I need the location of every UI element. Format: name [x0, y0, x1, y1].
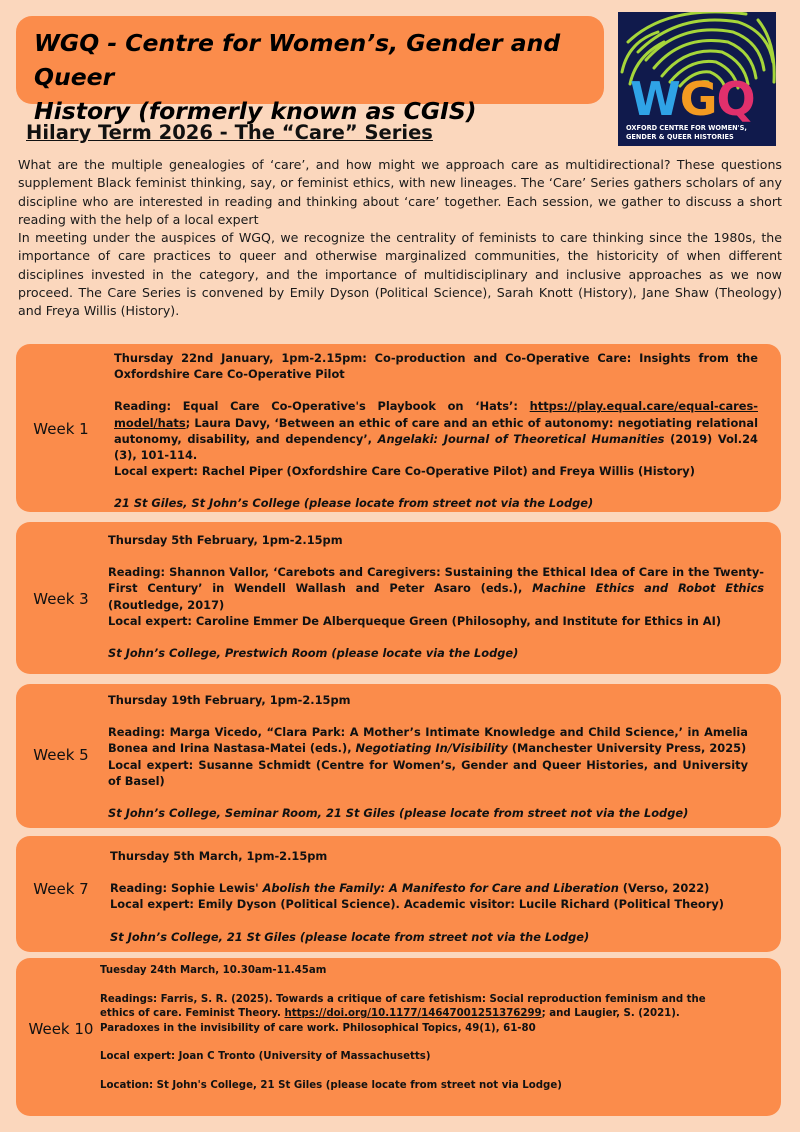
session-location: St John’s College, 21 St Giles (please locate from street not via the Lodge) [110, 929, 590, 944]
reading-title: Machine Ethics and Robot Ethics [532, 581, 764, 596]
reading-text: Reading: Marga Vicedo, “Clara Park: A Mother’s Intimate Knowledge and Child Science,’ in Amelia Bonea and Irina Nastasa-Matei (eds.), [108, 725, 748, 756]
reading-link[interactable]: https://play.equal.care/equal-cares-model/hats [114, 399, 758, 430]
week-1-box [16, 344, 781, 512]
reading-link[interactable]: https://doi.org/10.1177/14647001251376299 [284, 1008, 542, 1019]
series-subtitle: Hilary Term 2026 - The “Care” Series [26, 121, 433, 144]
week-label: Week 5 [33, 746, 89, 764]
intro-paragraph-2: In meeting under the auspices of WGQ, we recognize the centrality of feminists to care thinking since the 1980s, the importance of care practices to queer and otherwise marginalized communities, the historicity of when different disciplines invested in the category, and the importance of multidisciplinary and inclusive approaches as we now proceed. The Care Series is convened by Emily Dyson (Political Science), Sarah Knott (History), Jane Shaw (Theology) and Freya Willis (History). [18, 230, 782, 319]
reading-text: (Verso, 2022) [618, 881, 710, 896]
reading-text: ; and Laugier, S. (2021). Paradoxes in the invisibility of care work. Philosophical Topics, 49(1), 61-80 [100, 1008, 680, 1034]
reading-text: (Routledge, 2017) [108, 597, 225, 612]
wgq-logo [618, 12, 776, 146]
week-5-box [16, 684, 781, 828]
session-expert: Local expert: Rachel Piper (Oxfordshire Care Co-Operative Pilot) and Freya Willis (History) [114, 464, 695, 479]
reading-text: Reading: Sophie Lewis' [110, 881, 263, 896]
session-expert: Local expert: Joan C Tronto (University of Massachusetts) [100, 1051, 431, 1062]
logo-letter-w: W [630, 72, 680, 126]
week-5-details [108, 692, 748, 821]
session-reading [110, 880, 760, 896]
session-location: St John’s College, Seminar Room, 21 St Giles (please locate from street not via the Lodge) [108, 806, 689, 821]
reading-text: Readings: Farris, S. R. (2025). Towards a critique of care fetishism: Social reproduction feminism and the ethics of care. Feminist Theory. [100, 993, 706, 1019]
session-date: Thursday 22nd January, 1pm-2.15pm: Co-production and Co-Operative Care: Insights from the Oxfordshire Care Co-Operative Pilot [114, 351, 758, 382]
session-expert: Local expert: Caroline Emmer De Alberqueque Green (Philosophy, and Institute for Ethics in AI) [108, 613, 722, 628]
session-location: Location: St John's College, 21 St Giles (please locate from street not via Lodge) [100, 1079, 562, 1091]
logo-caption-line1: OXFORD CENTRE FOR WOMEN'S, [626, 124, 747, 132]
reading-text: Reading: Equal Care Co-Operative's Playbook on ‘Hats’: [114, 399, 530, 414]
session-reading [100, 993, 720, 1037]
session-reading [108, 724, 748, 756]
session-date: Thursday 5th March, 1pm-2.15pm [110, 849, 328, 863]
reading-title: Angelaki: Journal of Theoretical Humanities [377, 431, 665, 446]
week-10-details [100, 964, 720, 1093]
session-expert: Local expert: Susanne Schmidt (Centre for Women’s, Gender and Queer Histories, and University of Basel) [108, 757, 748, 788]
intro-text [18, 156, 782, 321]
week-1-details [114, 350, 758, 512]
week-3-box [16, 522, 781, 674]
logo-caption-line2: GENDER & QUEER HISTORIES [626, 133, 734, 141]
week-7-details [110, 848, 760, 945]
week-label: Week 3 [33, 590, 89, 608]
week-label: Week 10 [28, 1020, 94, 1038]
logo-letter-g: G [679, 72, 717, 126]
session-location: St John’s College, Prestwich Room (please locate via the Lodge) [108, 646, 519, 661]
logo-caption [626, 124, 772, 142]
page-title-line2: History (formerly known as CGIS) [34, 97, 477, 125]
session-location: 21 St Giles, St John’s College (please locate from street not via the Lodge) [114, 496, 594, 511]
week-label: Week 1 [33, 420, 89, 438]
intro-paragraph-1: What are the multiple genealogies of ‘care’, and how might we approach care as multidirectional? These questions supplement Black feminist thinking, say, or feminist ethics, with new lineages. The ‘Care’ Series gathers scholars of any discipline who are interested in reading and thinking about ‘care’ together. Each session, we gather to discuss a short reading with the help of a local expert [18, 157, 782, 227]
reading-text: ; Laura Davy, ‘Between an ethic of care and an ethic of autonomy: negotiating relational autonomy, disability, and dependency’, [114, 415, 758, 446]
reading-title: Negotiating In/Visibility [355, 741, 508, 756]
session-reading [108, 564, 764, 613]
logo-letter-q: Q [716, 72, 755, 126]
title-box [16, 16, 604, 125]
reading-title: Abolish the Family: A Manifesto for Care and Liberation [262, 881, 619, 896]
reading-text: (Manchester University Press, 2025) [507, 741, 747, 756]
page-title-line1: WGQ - Centre for Women’s, Gender and Queer [34, 29, 561, 91]
session-date: Thursday 5th February, 1pm-2.15pm [108, 533, 343, 547]
week-10-box [16, 958, 781, 1116]
week-label: Week 7 [33, 880, 89, 898]
session-date: Thursday 19th February, 1pm-2.15pm [108, 693, 351, 707]
logo-letters [630, 72, 755, 126]
session-expert: Local expert: Emily Dyson (Political Science). Academic visitor: Lucile Richard (Political Theory) [110, 897, 725, 912]
reading-text: Reading: Shannon Vallor, ‘Carebots and Caregivers: Sustaining the Ethical Idea of Care in the Twenty-First Century’ in Wendell Wallash and Peter Asaro (eds.), [108, 565, 764, 596]
session-date: Tuesday 24th March, 10.30am-11.45am [100, 965, 327, 976]
session-reading [114, 398, 758, 463]
week-3-details [108, 532, 764, 661]
reading-text: (2019) Vol.24 (3), 101-114. [114, 431, 758, 463]
week-7-box [16, 836, 781, 952]
